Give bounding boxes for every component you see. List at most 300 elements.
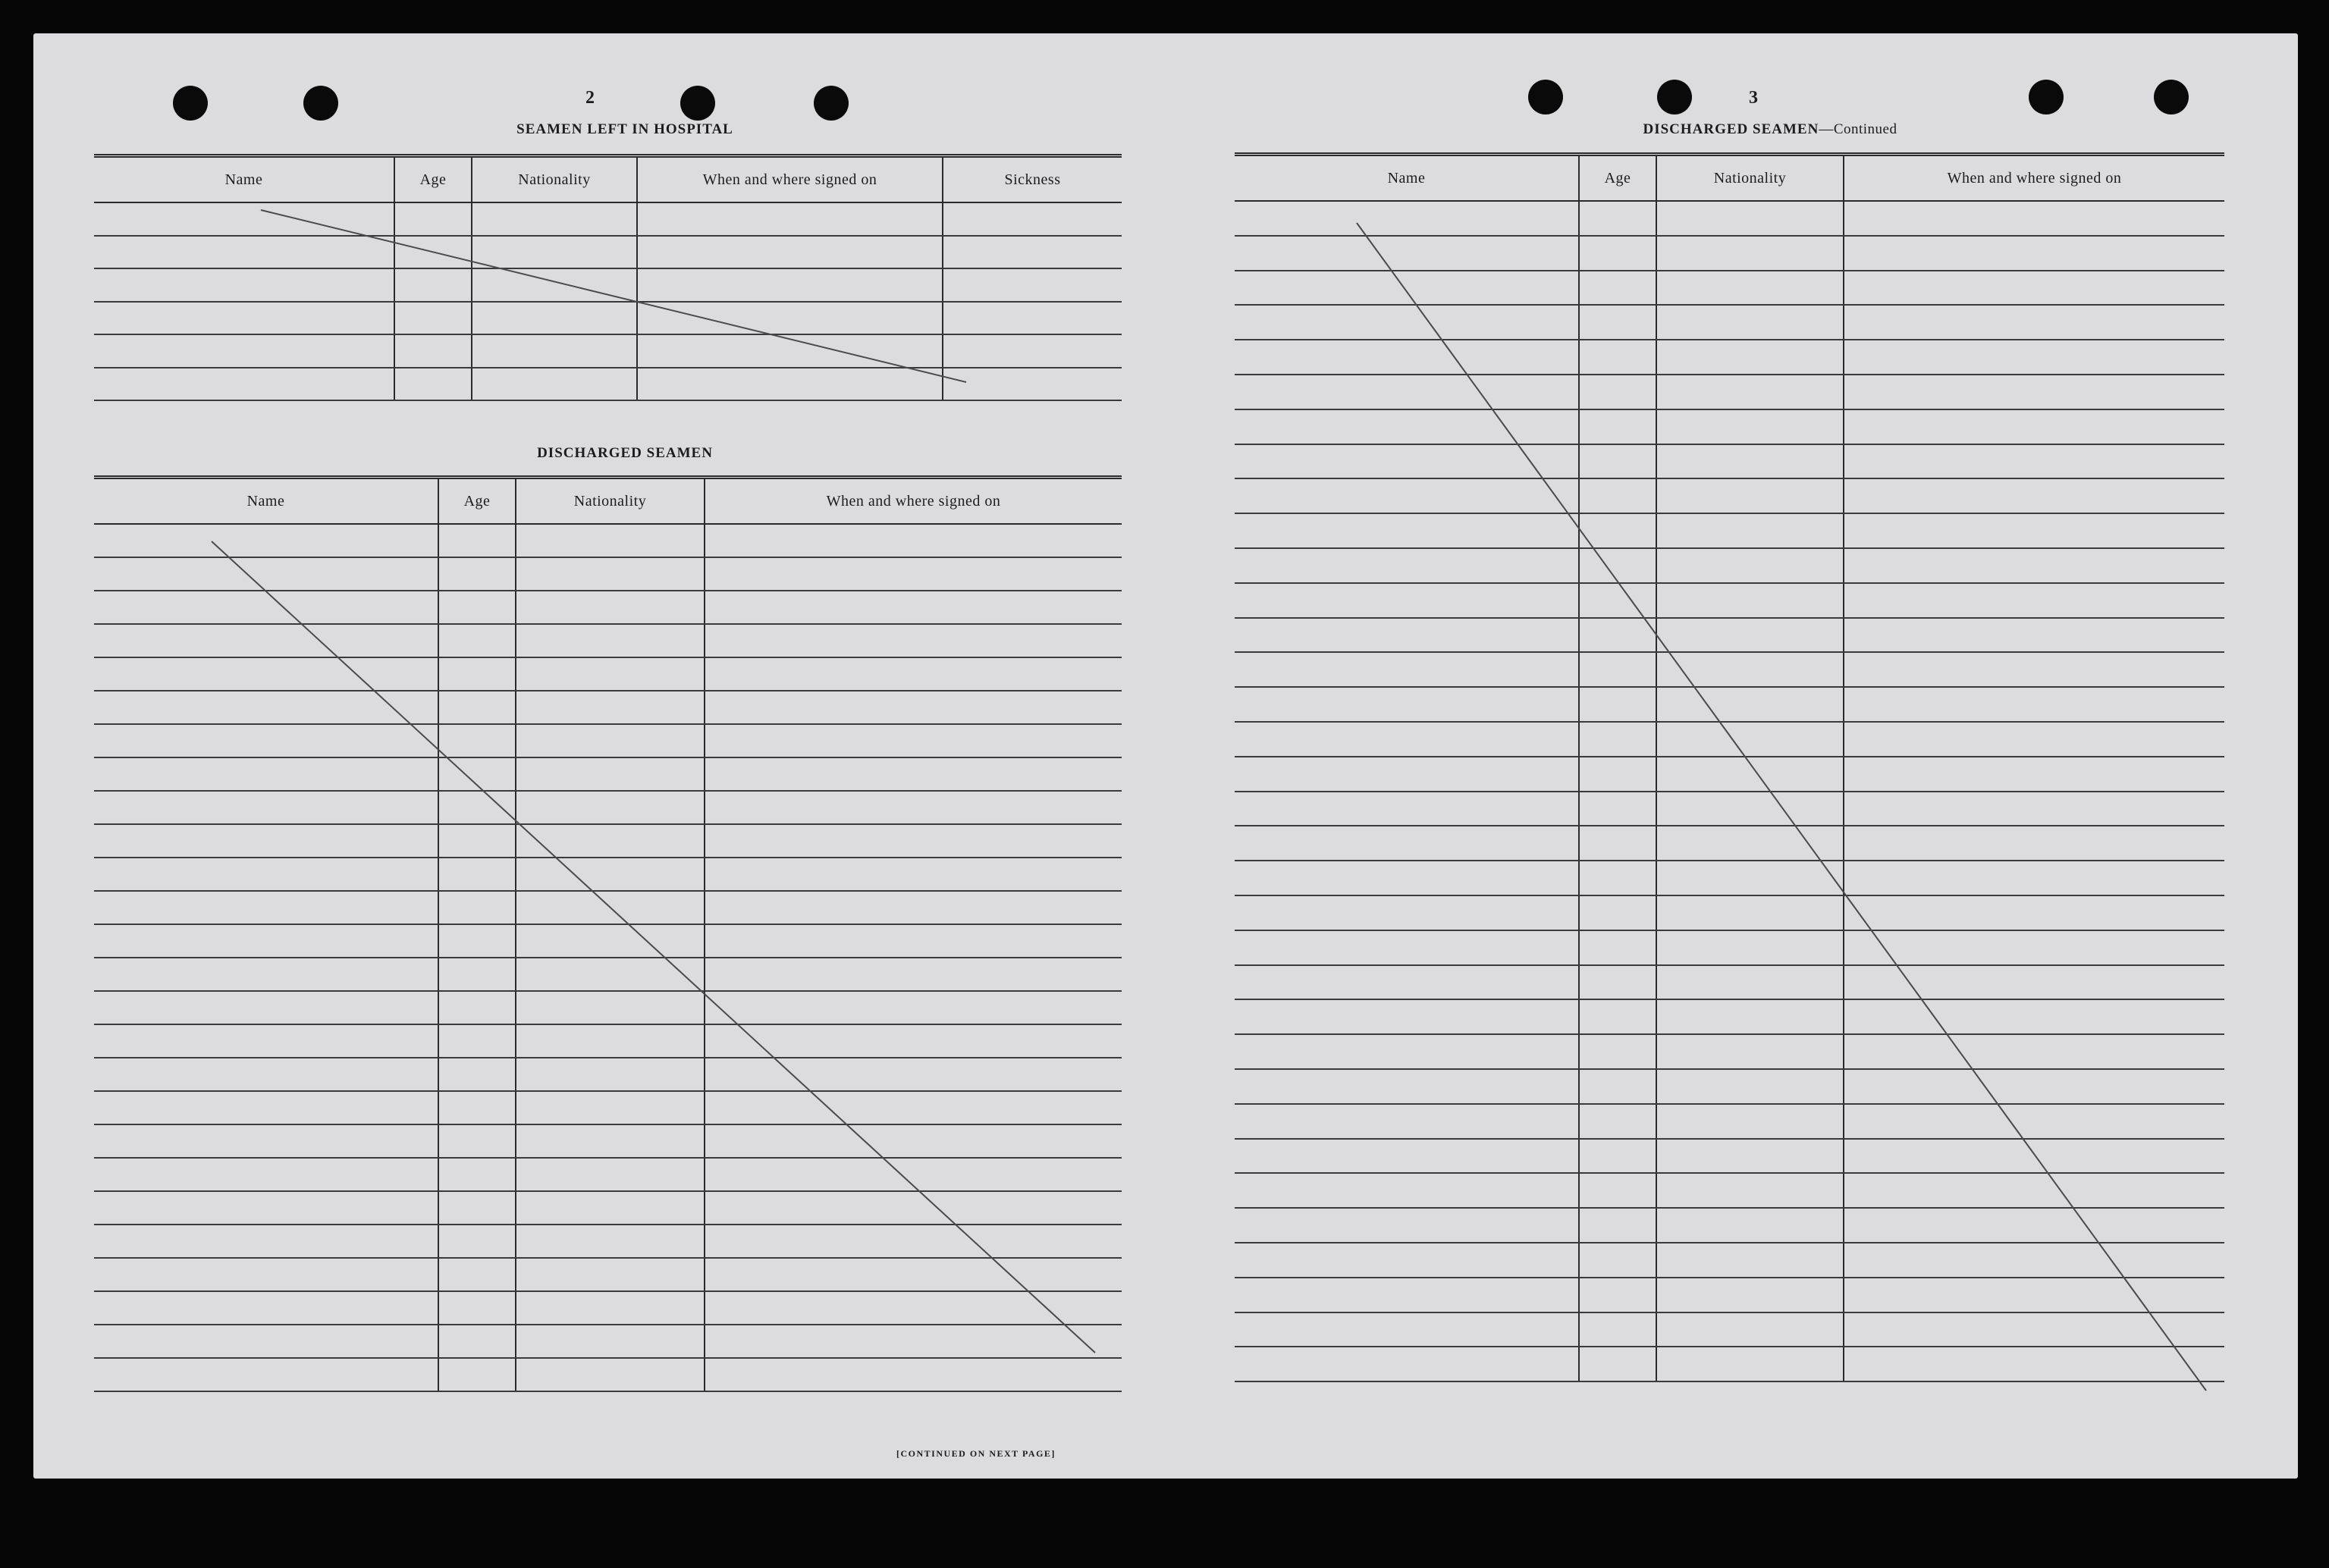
table-cell <box>1844 792 2224 826</box>
table-row <box>94 1358 1122 1391</box>
table-cell <box>705 724 1122 757</box>
table-row <box>1235 1069 2224 1104</box>
table-cell <box>1844 930 2224 965</box>
table-cell <box>1656 965 1844 1000</box>
table-cell <box>1656 1069 1844 1104</box>
discharged-table <box>94 475 1122 1392</box>
table-cell <box>94 1091 438 1124</box>
table-cell <box>1579 444 1656 479</box>
table-cell <box>705 691 1122 724</box>
table-cell <box>94 757 438 791</box>
table-cell <box>705 858 1122 891</box>
table-cell <box>1579 478 1656 513</box>
table-cell <box>516 624 705 657</box>
table-cell <box>438 924 516 958</box>
table-row <box>94 1225 1122 1258</box>
table-cell <box>1579 895 1656 930</box>
table-cell <box>516 1158 705 1191</box>
table-cell <box>1579 1034 1656 1069</box>
table-cell <box>1656 999 1844 1034</box>
table-cell <box>1235 375 1579 409</box>
table-cell <box>1844 1104 2224 1139</box>
table-cell <box>1656 513 1844 548</box>
table-cell <box>1844 618 2224 653</box>
table-cell <box>1235 271 1579 306</box>
table-row <box>94 368 1122 401</box>
page-number: 2 <box>585 88 595 108</box>
table-cell <box>705 791 1122 824</box>
table-cell <box>1656 1278 1844 1312</box>
table-cell <box>705 1191 1122 1225</box>
column-header-signed-on: When and where signed on <box>1844 155 2224 202</box>
table-row <box>1235 375 2224 409</box>
table-row <box>94 1325 1122 1358</box>
table-row <box>1235 757 2224 792</box>
table-row <box>1235 1104 2224 1139</box>
table-cell <box>1235 201 1579 236</box>
table-cell <box>1844 826 2224 861</box>
table-cell <box>705 524 1122 557</box>
table-cell <box>94 302 394 335</box>
table-cell <box>94 1258 438 1291</box>
table-cell <box>94 891 438 924</box>
table-cell <box>705 1124 1122 1158</box>
table-cell <box>705 924 1122 958</box>
table-cell <box>1235 826 1579 861</box>
table-cell <box>1235 1069 1579 1104</box>
table-cell <box>1656 1139 1844 1174</box>
table-row <box>1235 1173 2224 1208</box>
table-cell <box>1579 1278 1656 1312</box>
table-row <box>1235 999 2224 1034</box>
table-cell <box>94 1358 438 1391</box>
table-cell <box>438 791 516 824</box>
table-cell <box>516 1058 705 1091</box>
column-header-signed-on: When and where signed on <box>637 156 943 203</box>
table-cell <box>943 268 1122 302</box>
table-cell <box>1656 1104 1844 1139</box>
table-cell <box>1235 1173 1579 1208</box>
table-row <box>1235 1278 2224 1312</box>
table-row <box>1235 687 2224 722</box>
table-cell <box>1844 305 2224 340</box>
table-cell <box>1579 792 1656 826</box>
table-cell <box>1235 513 1579 548</box>
table-cell <box>438 1325 516 1358</box>
hospital-section-title: SEAMEN LEFT IN HOSPITAL <box>516 121 733 137</box>
table-cell <box>1656 618 1844 653</box>
table-cell <box>1579 236 1656 271</box>
table-cell <box>438 1191 516 1225</box>
table-cell <box>1844 1347 2224 1381</box>
table-cell <box>1235 861 1579 895</box>
table-row <box>94 724 1122 757</box>
table-cell <box>394 302 472 335</box>
table-cell <box>1844 271 2224 306</box>
table-row <box>94 1158 1122 1191</box>
table-cell <box>705 1058 1122 1091</box>
column-header-age: Age <box>438 478 516 525</box>
table-cell <box>94 1024 438 1058</box>
table-cell <box>1844 583 2224 618</box>
table-cell <box>1844 1243 2224 1278</box>
table-cell <box>1579 999 1656 1034</box>
table-cell <box>1235 1243 1579 1278</box>
table-cell <box>1235 1347 1579 1381</box>
column-header-sickness: Sickness <box>943 156 1122 203</box>
table-cell <box>438 991 516 1024</box>
table-cell <box>705 657 1122 691</box>
table-cell <box>516 924 705 958</box>
table-row <box>1235 895 2224 930</box>
table-cell <box>1235 444 1579 479</box>
table-cell <box>1844 722 2224 757</box>
table-cell <box>1844 861 2224 895</box>
table-row <box>94 891 1122 924</box>
table-cell <box>1844 895 2224 930</box>
table-cell <box>438 591 516 624</box>
table-cell <box>394 202 472 236</box>
table-cell <box>637 368 943 401</box>
table-cell <box>1656 444 1844 479</box>
table-row <box>94 557 1122 591</box>
table-cell <box>516 691 705 724</box>
table-cell <box>94 724 438 757</box>
table-cell <box>1579 409 1656 444</box>
table-row <box>1235 236 2224 271</box>
table-cell <box>394 368 472 401</box>
table-row <box>1235 722 2224 757</box>
table-cell <box>705 757 1122 791</box>
table-cell <box>438 1225 516 1258</box>
table-cell <box>94 591 438 624</box>
table-row <box>1235 548 2224 583</box>
table-cell <box>637 302 943 335</box>
punch-hole <box>1657 80 1692 114</box>
table-cell <box>705 1158 1122 1191</box>
table-cell <box>1656 895 1844 930</box>
table-cell <box>1844 1208 2224 1243</box>
table-cell <box>1579 861 1656 895</box>
table-row <box>94 302 1122 335</box>
table-row <box>1235 340 2224 375</box>
table-cell <box>1656 1243 1844 1278</box>
table-cell <box>1579 826 1656 861</box>
hospital-table <box>94 154 1122 401</box>
table-cell <box>438 724 516 757</box>
table-cell <box>438 1091 516 1124</box>
table-cell <box>438 1058 516 1091</box>
table-cell <box>1656 722 1844 757</box>
continued-note: [CONTINUED ON NEXT PAGE] <box>896 1448 1056 1459</box>
table-cell <box>1579 271 1656 306</box>
table-cell <box>1844 1312 2224 1347</box>
table-cell <box>943 236 1122 269</box>
table-cell <box>1235 1312 1579 1347</box>
table-cell <box>705 1258 1122 1291</box>
table-cell <box>1235 1139 1579 1174</box>
table-row <box>1235 1243 2224 1278</box>
table-cell <box>94 924 438 958</box>
table-row <box>1235 1208 2224 1243</box>
table-cell <box>1656 757 1844 792</box>
table-cell <box>516 791 705 824</box>
table-cell <box>472 268 637 302</box>
table-cell <box>438 858 516 891</box>
table-cell <box>1844 1069 2224 1104</box>
table-cell <box>1656 861 1844 895</box>
column-header-nationality: Nationality <box>1656 155 1844 202</box>
table-cell <box>1579 1069 1656 1104</box>
table-cell <box>516 1124 705 1158</box>
table-cell <box>943 334 1122 368</box>
table-cell <box>1235 999 1579 1034</box>
punch-hole <box>2029 80 2064 114</box>
table-cell <box>1844 1278 2224 1312</box>
table-cell <box>94 1325 438 1358</box>
table-cell <box>1235 236 1579 271</box>
table-row <box>1235 513 2224 548</box>
table-cell <box>472 302 637 335</box>
table-cell <box>438 624 516 657</box>
table-cell <box>705 557 1122 591</box>
table-cell <box>94 824 438 858</box>
table-cell <box>1656 236 1844 271</box>
table-cell <box>94 624 438 657</box>
table-row <box>94 791 1122 824</box>
table-cell <box>1579 1312 1656 1347</box>
table-cell <box>1235 792 1579 826</box>
table-cell <box>438 757 516 791</box>
column-header-nationality: Nationality <box>516 478 705 525</box>
table-row <box>94 268 1122 302</box>
table-cell <box>1844 652 2224 687</box>
document-sheet <box>33 33 2298 1479</box>
table-cell <box>1579 1243 1656 1278</box>
table-cell <box>943 368 1122 401</box>
continued-suffix: —Continued <box>1819 121 1897 137</box>
table-cell <box>516 1191 705 1225</box>
table-cell <box>1656 1173 1844 1208</box>
table-cell <box>1656 305 1844 340</box>
table-cell <box>94 991 438 1024</box>
table-cell <box>94 858 438 891</box>
table-row <box>1235 1034 2224 1069</box>
table-cell <box>1844 757 2224 792</box>
table-cell <box>516 1325 705 1358</box>
table-cell <box>94 1191 438 1225</box>
table-row <box>94 524 1122 557</box>
table-cell <box>94 958 438 991</box>
table-cell <box>438 1358 516 1391</box>
table-cell <box>705 958 1122 991</box>
table-cell <box>1579 375 1656 409</box>
table-row <box>1235 965 2224 1000</box>
table-row <box>1235 930 2224 965</box>
table-cell <box>516 1225 705 1258</box>
section-title-text: DISCHARGED SEAMEN <box>1643 121 1819 137</box>
punch-hole <box>680 86 715 121</box>
table-cell <box>1235 1208 1579 1243</box>
column-header-age: Age <box>1579 155 1656 202</box>
table-cell <box>1235 409 1579 444</box>
table-cell <box>637 334 943 368</box>
table-cell <box>705 624 1122 657</box>
column-header-name: Name <box>1235 155 1579 202</box>
table-cell <box>1579 722 1656 757</box>
table-cell <box>1579 305 1656 340</box>
punch-hole <box>2154 80 2189 114</box>
table-cell <box>1656 271 1844 306</box>
table-cell <box>1235 687 1579 722</box>
punch-hole <box>303 86 338 121</box>
table-row <box>94 236 1122 269</box>
table-cell <box>94 657 438 691</box>
table-cell <box>705 1225 1122 1258</box>
table-cell <box>1235 1104 1579 1139</box>
page-number: 3 <box>1749 88 1758 108</box>
table-cell <box>943 202 1122 236</box>
table-row <box>1235 652 2224 687</box>
table-row <box>94 657 1122 691</box>
table-cell <box>1235 478 1579 513</box>
table-cell <box>438 691 516 724</box>
table-cell <box>94 236 394 269</box>
discharged-continued-table <box>1235 152 2224 1382</box>
table-cell <box>516 1091 705 1124</box>
table-cell <box>1235 965 1579 1000</box>
table-cell <box>1844 513 2224 548</box>
table-cell <box>1579 1104 1656 1139</box>
discharged-section-title: DISCHARGED SEAMEN <box>537 445 713 461</box>
table-cell <box>1844 1173 2224 1208</box>
table-cell <box>1656 1312 1844 1347</box>
table-cell <box>472 202 637 236</box>
table-cell <box>1579 757 1656 792</box>
table-cell <box>1235 930 1579 965</box>
table-cell <box>1579 513 1656 548</box>
table-row <box>1235 1347 2224 1381</box>
table-cell <box>1579 1347 1656 1381</box>
table-cell <box>637 236 943 269</box>
table-cell <box>1656 201 1844 236</box>
table-row <box>94 991 1122 1024</box>
table-cell <box>94 1158 438 1191</box>
table-cell <box>1656 583 1844 618</box>
column-header-name: Name <box>94 156 394 203</box>
punch-hole <box>1528 80 1563 114</box>
column-header-age: Age <box>394 156 472 203</box>
table-cell <box>516 958 705 991</box>
table-cell <box>1579 618 1656 653</box>
table-cell <box>1579 1208 1656 1243</box>
table-row <box>94 1091 1122 1124</box>
column-header-nationality: Nationality <box>472 156 637 203</box>
table-cell <box>1235 618 1579 653</box>
table-cell <box>516 757 705 791</box>
table-row <box>94 757 1122 791</box>
table-row <box>94 824 1122 858</box>
table-cell <box>516 824 705 858</box>
table-row <box>94 202 1122 236</box>
table-cell <box>1656 826 1844 861</box>
table-row <box>1235 1139 2224 1174</box>
table-row <box>1235 583 2224 618</box>
table-cell <box>943 302 1122 335</box>
discharged-continued-title <box>1535 121 2005 138</box>
table-cell <box>1656 792 1844 826</box>
table-cell <box>1579 687 1656 722</box>
table-cell <box>1235 548 1579 583</box>
table-cell <box>94 368 394 401</box>
table-row <box>94 1058 1122 1091</box>
table-row <box>94 924 1122 958</box>
table-cell <box>637 268 943 302</box>
table-cell <box>1579 548 1656 583</box>
table-cell <box>516 1291 705 1325</box>
table-cell <box>705 891 1122 924</box>
table-cell <box>1844 201 2224 236</box>
table-cell <box>1235 340 1579 375</box>
left-page <box>33 33 1148 1479</box>
table-cell <box>1656 548 1844 583</box>
table-cell <box>705 1325 1122 1358</box>
table-cell <box>94 691 438 724</box>
column-header-signed-on: When and where signed on <box>705 478 1122 525</box>
table-cell <box>94 1291 438 1325</box>
table-cell <box>1656 687 1844 722</box>
table-row <box>94 1258 1122 1291</box>
table-cell <box>516 1358 705 1391</box>
table-cell <box>516 724 705 757</box>
table-row <box>94 958 1122 991</box>
table-cell <box>516 858 705 891</box>
table-cell <box>94 1225 438 1258</box>
table-row <box>94 691 1122 724</box>
table-row <box>94 858 1122 891</box>
table-cell <box>94 1058 438 1091</box>
table-cell <box>1844 687 2224 722</box>
table-cell <box>394 236 472 269</box>
table-cell <box>1579 1139 1656 1174</box>
table-cell <box>94 268 394 302</box>
table-cell <box>1656 409 1844 444</box>
table-cell <box>94 334 394 368</box>
table-row <box>1235 792 2224 826</box>
table-cell <box>438 1024 516 1058</box>
table-row <box>94 591 1122 624</box>
table-row <box>94 1191 1122 1225</box>
table-cell <box>1844 548 2224 583</box>
table-cell <box>438 958 516 991</box>
table-row <box>94 624 1122 657</box>
table-cell <box>1844 236 2224 271</box>
table-cell <box>1656 375 1844 409</box>
table-cell <box>1844 375 2224 409</box>
table-row <box>1235 618 2224 653</box>
table-cell <box>516 1258 705 1291</box>
table-cell <box>705 1024 1122 1058</box>
table-cell <box>1656 1347 1844 1381</box>
table-cell <box>1579 201 1656 236</box>
table-cell <box>1656 1208 1844 1243</box>
table-cell <box>705 991 1122 1024</box>
table-cell <box>1844 999 2224 1034</box>
table-cell <box>1844 1034 2224 1069</box>
table-cell <box>472 236 637 269</box>
table-cell <box>438 1291 516 1325</box>
table-cell <box>94 1124 438 1158</box>
